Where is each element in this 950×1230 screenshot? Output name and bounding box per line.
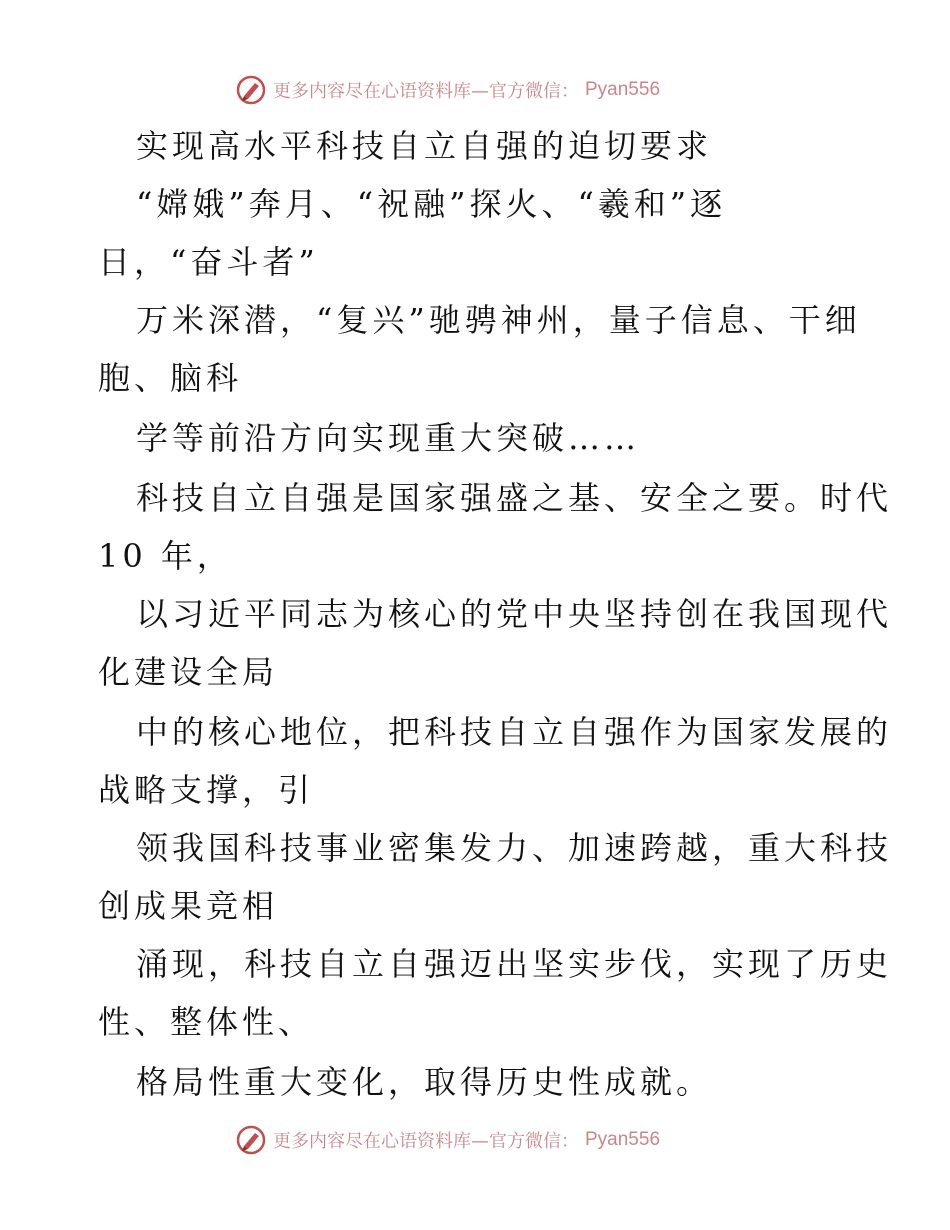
- text-line: 化建设全局: [98, 653, 279, 691]
- pen-logo-icon: [235, 74, 267, 106]
- text-line: 性、整体性、: [98, 1003, 315, 1041]
- text-line: 实现高水平科技自立自强的迫切要求: [136, 127, 713, 165]
- text-line: 胞、脑科: [98, 359, 243, 397]
- text-line: “嫦娥”奔月、“祝融”探火、“羲和”逐: [136, 185, 727, 223]
- text-line: 战略支撑，引: [98, 771, 315, 809]
- watermark-id: Pyan556: [585, 1129, 661, 1150]
- text-line: 中的核心地位，把科技自立自强作为国家发展的: [136, 713, 893, 751]
- text-line: 以习近平同志为核心的党中央坚持创在我国现代: [136, 595, 893, 633]
- watermark-text: 更多内容尽在心语资料库—官方微信：: [273, 1131, 579, 1152]
- text-line: 10 年，: [98, 537, 233, 575]
- text-line: 涌现，科技自立自强迈出坚实步伐，实现了历史: [136, 945, 893, 983]
- text-line: 学等前沿方向实现重大突破……: [136, 419, 641, 457]
- text-line: 科技自立自强是国家强盛之基、安全之要。时代: [136, 479, 893, 517]
- watermark-header: [235, 72, 660, 108]
- text-line: 万米深潜，“复兴”驰骋神州，量子信息、干细: [136, 301, 861, 339]
- text-line: 日，“奋斗者”: [98, 243, 319, 281]
- watermark-id: Pyan556: [585, 79, 661, 100]
- text-line: 领我国科技事业密集发力、加速跨越，重大科技: [136, 829, 893, 867]
- watermark-footer: [235, 1122, 660, 1158]
- text-line: 格局性重大变化，取得历史性成就。: [136, 1063, 713, 1101]
- watermark-text: 更多内容尽在心语资料库—官方微信：: [273, 81, 579, 102]
- pen-logo-icon: [235, 1124, 267, 1156]
- text-line: 创成果竞相: [98, 887, 279, 925]
